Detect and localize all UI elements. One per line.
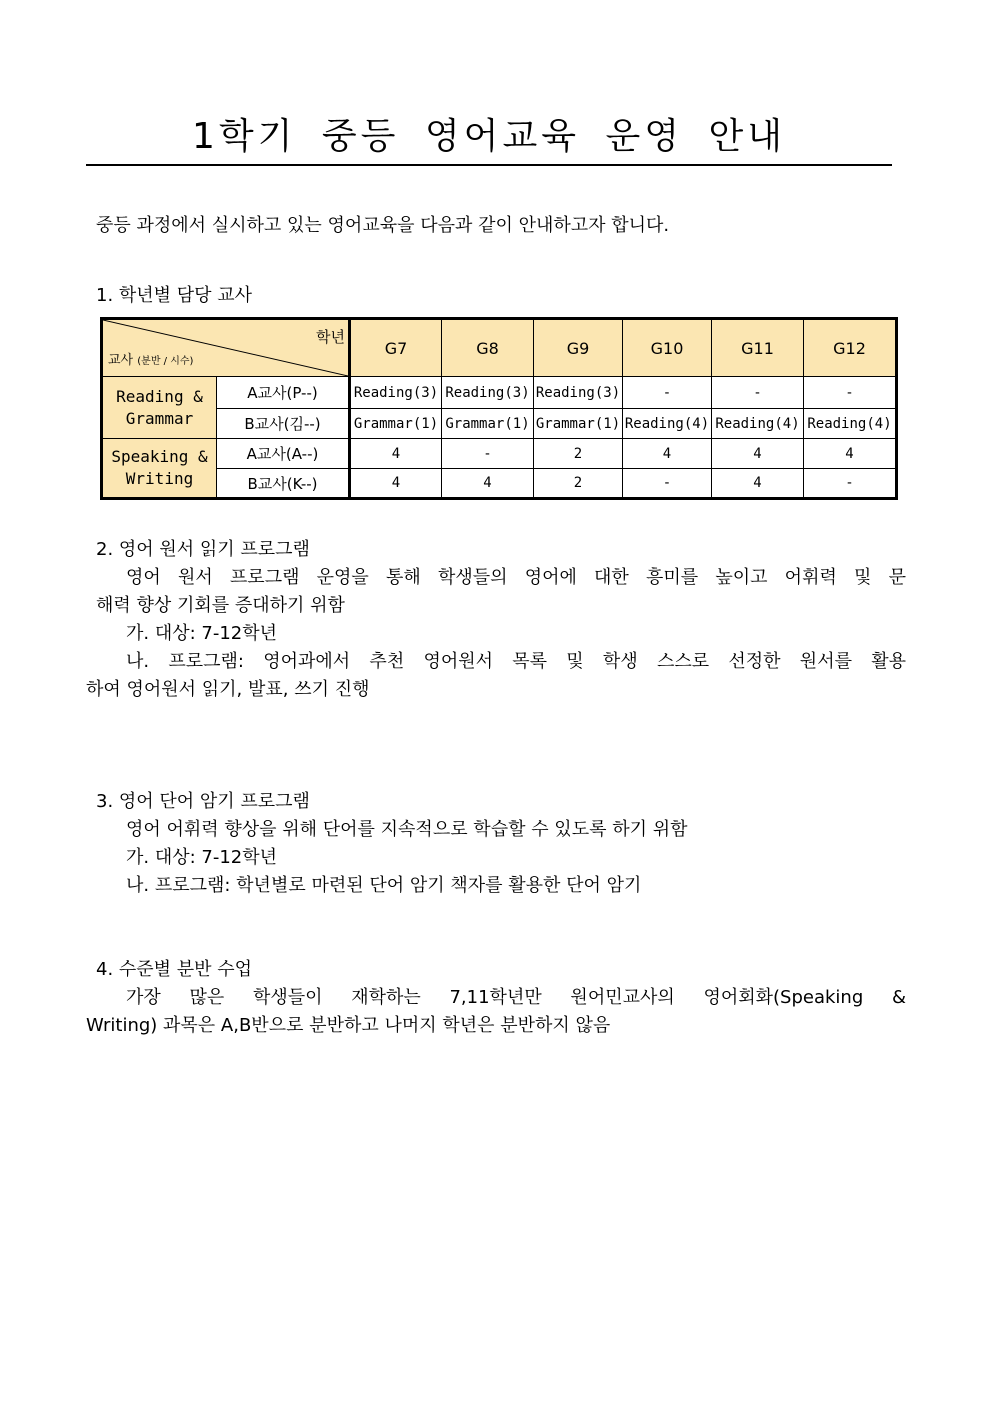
- section-4-heading: 4. 수준별 분반 수업: [96, 959, 253, 980]
- table-cell: Reading(3): [350, 377, 442, 409]
- section-3-paragraph: 영어 어휘력 향상을 위해 단어를 지속적으로 학습할 수 있도록 하기 위함: [126, 819, 688, 840]
- subject-cell: Speaking & Writing: [102, 439, 217, 499]
- section-3-heading: 3. 영어 단어 암기 프로그램: [96, 791, 310, 812]
- table-cell: Grammar(1): [350, 409, 442, 439]
- table-cell: -: [623, 469, 712, 499]
- table-cell: Reading(4): [804, 409, 897, 439]
- grade-header: G12: [804, 319, 897, 377]
- section-2-item-a: 가. 대상: 7-12학년: [126, 623, 278, 644]
- teacher-cell: B교사(김--): [217, 409, 350, 439]
- table-cell: Reading(4): [623, 409, 712, 439]
- section-4-paragraph-line: Writing) 과목은 A,B반으로 분반하고 나머지 학년은 분반하지 않음: [86, 1015, 611, 1036]
- grade-header: G9: [534, 319, 623, 377]
- teacher-cell: A교사(A--): [217, 439, 350, 469]
- table-cell: Grammar(1): [442, 409, 534, 439]
- table-row: [102, 409, 897, 439]
- teacher-cell: A교사(P--): [217, 377, 350, 409]
- section-2-paragraph-line: 해력 향상 기회를 증대하기 위함: [96, 595, 345, 616]
- table-cell: 4: [350, 439, 442, 469]
- grade-header: G11: [712, 319, 804, 377]
- table-cell: 4: [712, 469, 804, 499]
- table-cell: 4: [442, 469, 534, 499]
- teacher-assignment-table: [100, 317, 898, 500]
- table-row: [102, 377, 897, 409]
- corner-grade-label: 학년: [316, 328, 345, 346]
- table-corner-cell: [102, 319, 350, 377]
- table-row: [102, 469, 897, 499]
- intro-text: 중등 과정에서 실시하고 있는 영어교육을 다음과 같이 안내하고자 합니다.: [96, 215, 670, 236]
- section-3-item-a: 가. 대상: 7-12학년: [126, 847, 278, 868]
- table-cell: 4: [623, 439, 712, 469]
- section-2-item-b-line: 하여 영어원서 읽기, 발표, 쓰기 진행: [86, 679, 370, 700]
- table-cell: 4: [804, 439, 897, 469]
- table-cell: -: [804, 469, 897, 499]
- table-cell: 4: [712, 439, 804, 469]
- table-cell: -: [804, 377, 897, 409]
- section-4-paragraph-line: 가장 많은 학생들이 재학하는 7,11학년만 원어민교사의 영어회화(Speaking &: [126, 987, 906, 1008]
- teacher-cell: B교사(K--): [217, 469, 350, 499]
- grade-header: G10: [623, 319, 712, 377]
- section-2-paragraph-line: 영어 원서 프로그램 운영을 통해 학생들의 영어에 대한 흥미를 높이고 어휘력 및 문: [126, 567, 906, 588]
- corner-teacher-label: 교사 (분반 / 시수): [108, 353, 194, 368]
- title-underline: [86, 164, 892, 166]
- grade-header: G7: [350, 319, 442, 377]
- grade-header: G8: [442, 319, 534, 377]
- table-cell: Reading(3): [442, 377, 534, 409]
- table-cell: -: [442, 439, 534, 469]
- page-title: 1학기 중등 영어교육 운영 안내: [192, 116, 786, 157]
- table-cell: 2: [534, 469, 623, 499]
- table-cell: Reading(4): [712, 409, 804, 439]
- section-1-heading: 1. 학년별 담당 교사: [96, 285, 253, 306]
- section-2-heading: 2. 영어 원서 읽기 프로그램: [96, 539, 310, 560]
- table-header-row: [102, 319, 897, 377]
- table-cell: -: [712, 377, 804, 409]
- table-cell: 2: [534, 439, 623, 469]
- table-cell: Grammar(1): [534, 409, 623, 439]
- table-cell: Reading(3): [534, 377, 623, 409]
- table-cell: -: [623, 377, 712, 409]
- section-2-item-b-line: 나. 프로그램: 영어과에서 추천 영어원서 목록 및 학생 스스로 선정한 원서를 활용: [126, 651, 906, 672]
- table-cell: 4: [350, 469, 442, 499]
- table-row: [102, 439, 897, 469]
- section-3-item-b: 나. 프로그램: 학년별로 마련된 단어 암기 책자를 활용한 단어 암기: [126, 875, 642, 896]
- subject-cell: Reading & Grammar: [102, 377, 217, 439]
